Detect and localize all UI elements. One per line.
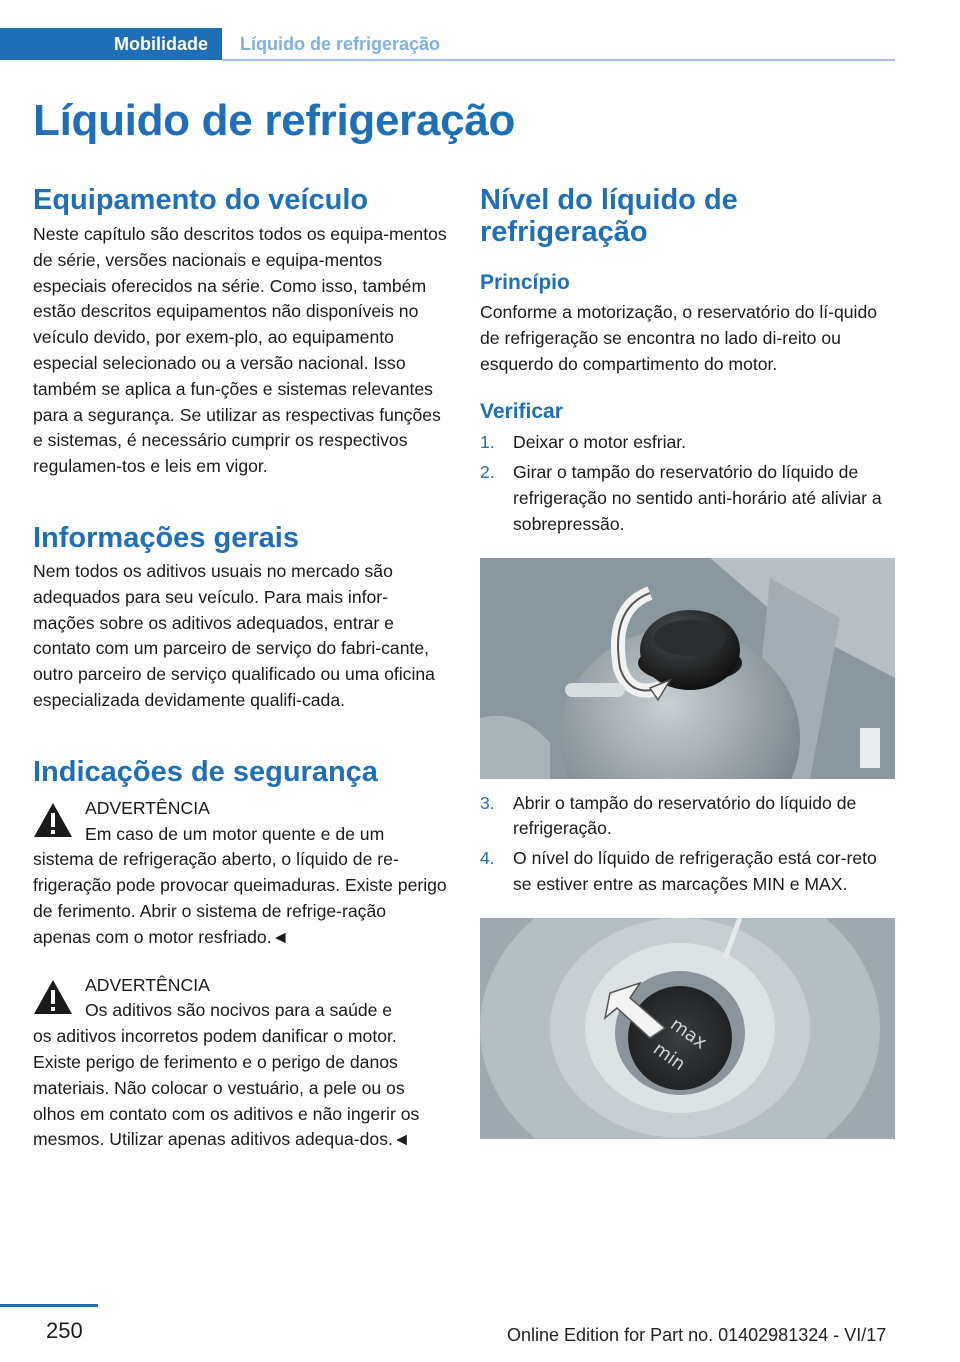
page-number: 250 [46,1318,83,1343]
coolant-level-heading: Nível do líquido de refrigeração [480,184,738,248]
step-item: 1. Deixar o motor esfriar. [480,432,687,453]
chapter-header [0,28,895,62]
warning-text: sistema de refrigeração aberto, o líquido de re-frigeração pode provocar queimaduras. Existe perigo de ferimento. Abrir o sistema de refrige-ração apenas com o motor resfriado.◄ [33,849,447,947]
warning-triangle-icon [33,802,73,838]
max-marking: max [666,1013,711,1054]
warning-triangle-icon [33,979,73,1015]
step-item: 4. O nível do líquido de refrigeração está cor-reto se estiver entre as marcações MIN e MAX. [480,848,877,894]
warning-label: ADVERTÊNCIA [85,974,210,995]
steps-list [480,791,895,898]
steps-list [480,430,895,537]
equipment-text: Neste capítulo são descritos todos os equipa-mentos de série, versões nacionais e equipa-mentos especiais oferecidos na série. Como isso, também estão descritos equipamentos não disponíveis no veículo devido, por exem-plo, ao equipamento especial selecionado ou a versão nacional. Isso também se aplica a fun-ções e sistemas relevantes para a segurança. Se utilizar as respectivas funções e sistemas, é necessário cumprir os respectivos regulamen-tos e leis em vigor. [33,224,447,477]
left-column [33,184,448,1153]
warning-label: ADVERTÊNCIA [85,797,210,818]
coolant-level-photo [480,918,895,1139]
general-info-text: Nem todos os aditivos usuais no mercado são adequados para seu veículo. Para mais infor-mações sobre os aditivos adequados, entrar e contato com um parceiro de serviço do fabri-cante, outro parceiro de serviço qualificado ou uma oficina especializada devidamente qualifi-cada. [33,560,435,710]
footer-divider [0,1304,98,1307]
min-marking: min [649,1038,690,1075]
warning-text: os aditivos incorretos podem danificar o motor. Existe perigo de ferimento e o perigo de danos materiais. Não colocar o vestuário, a pele ou os olhos em contato com os aditivos e não ingerir os mesmos. Utilizar apenas aditivos adequa-dos.◄ [33,1026,420,1150]
warning-text-line: Os aditivos são nocivos para a saúde e [85,1000,393,1021]
equipment-heading: Equipamento do veículo [33,184,369,216]
general-info-heading: Informações gerais [33,521,299,554]
coolant-cap-photo [480,558,895,779]
verify-heading: Verificar [480,400,563,424]
edition-text: Online Edition for Part no. 01402981324 - VI/17 [507,1325,887,1345]
right-column [480,184,895,1139]
warning-block [33,796,448,951]
chapter-tab-mobilidade: Mobilidade [0,28,222,60]
step-item: 3. Abrir o tampão do reservatório do líquido de refrigeração. [480,792,857,839]
principle-heading: Princípio [480,271,570,294]
page-title: Líquido de refrigeração [33,96,516,145]
step-item: 2. Girar o tampão do reservatório do líquido de refrigeração no sentido anti-horário até aliviar a sobrepressão. [480,462,882,534]
principle-text: Conforme a motorização, o reservatório do lí-quido de refrigeração se encontra no lado di-reito ou esquerdo do compartimento do motor. [480,302,878,374]
section-tab-coolant: Líquido de refrigeração [240,33,441,54]
header-divider [222,59,895,61]
warning-text-line: Em caso de um motor quente e de um [85,823,385,844]
safety-heading: Indicações de segurança [33,755,378,788]
warning-block [33,973,448,1154]
